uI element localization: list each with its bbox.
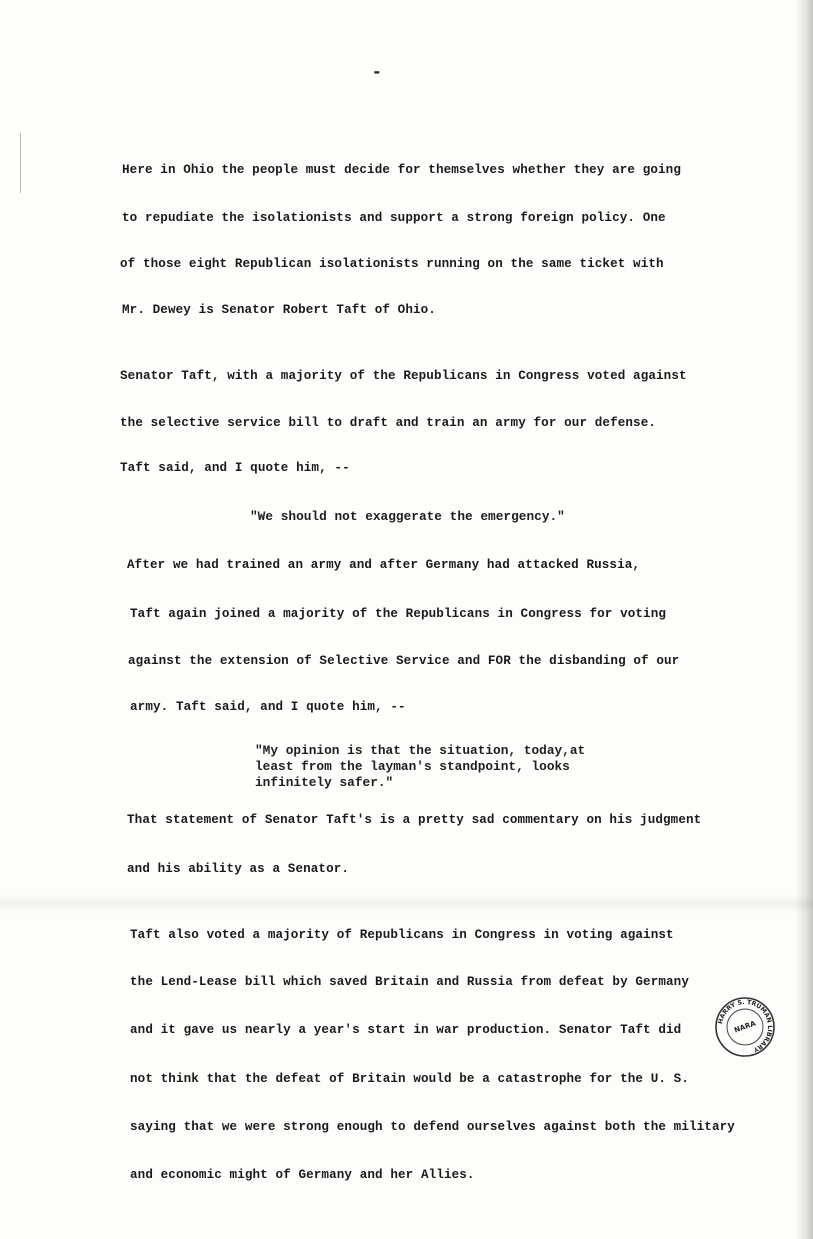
text-line: After we had trained an army and after Germany had attacked Russia, [127, 558, 641, 572]
text-line: Senator Taft, with a majority of the Republicans in Congress voted against [120, 369, 687, 383]
stamp-center-text: NARA [733, 1019, 757, 1035]
quote-line: "My opinion is that the situation, today,at [255, 743, 586, 758]
text-line: saying that we were strong enough to defend ourselves against both the military [130, 1120, 735, 1134]
text-line: and it gave us nearly a year's start in war production. Senator Taft did [130, 1023, 682, 1037]
text-line: not think that the defeat of Britain would be a catastrophe for the U. S. [130, 1072, 689, 1086]
page-header-dash: - [372, 62, 382, 81]
text-line: Taft again joined a majority of the Republicans in Congress for voting [130, 607, 667, 621]
quote-emergency: "We should not exaggerate the emergency." [250, 509, 565, 524]
text-line: Taft said, and I quote him, -- [120, 461, 350, 475]
stamp-ring-text: HARRY S. TRUMAN LIBRARY [717, 998, 774, 1054]
text-line: That statement of Senator Taft's is a pretty sad commentary on his judgment [127, 813, 702, 827]
quote-line: least from the layman's standpoint, looks [255, 759, 570, 774]
text-line: the Lend-Lease bill which saved Britain and Russia from defeat by Germany [130, 975, 689, 989]
page-edge-shadow [795, 0, 813, 1239]
text-line: Here in Ohio the people must decide for themselves whether they are going [122, 163, 681, 177]
text-line: against the extension of Selective Service and FOR the disbanding of our [128, 654, 680, 668]
text-line: the selective service bill to draft and train an army for our defense. [120, 416, 657, 430]
corner-mark [0, 133, 21, 208]
text-line: Mr. Dewey is Senator Robert Taft of Ohio. [122, 303, 436, 317]
text-line: army. Taft said, and I quote him, -- [130, 700, 406, 714]
quote-line: infinitely safer." [255, 775, 394, 790]
text-line: and his ability as a Senator. [127, 862, 350, 876]
text-line: to repudiate the isolationists and support a strong foreign policy. One [122, 211, 666, 225]
text-line: and economic might of Germany and her Allies. [130, 1168, 475, 1182]
text-line: Taft also voted a majority of Republicans in Congress in voting against [130, 928, 674, 942]
text-line: of those eight Republican isolationists running on the same ticket with [120, 257, 664, 271]
truman-library-stamp-icon [714, 996, 776, 1058]
paper-fold [0, 895, 813, 913]
quote-situation [255, 743, 585, 791]
